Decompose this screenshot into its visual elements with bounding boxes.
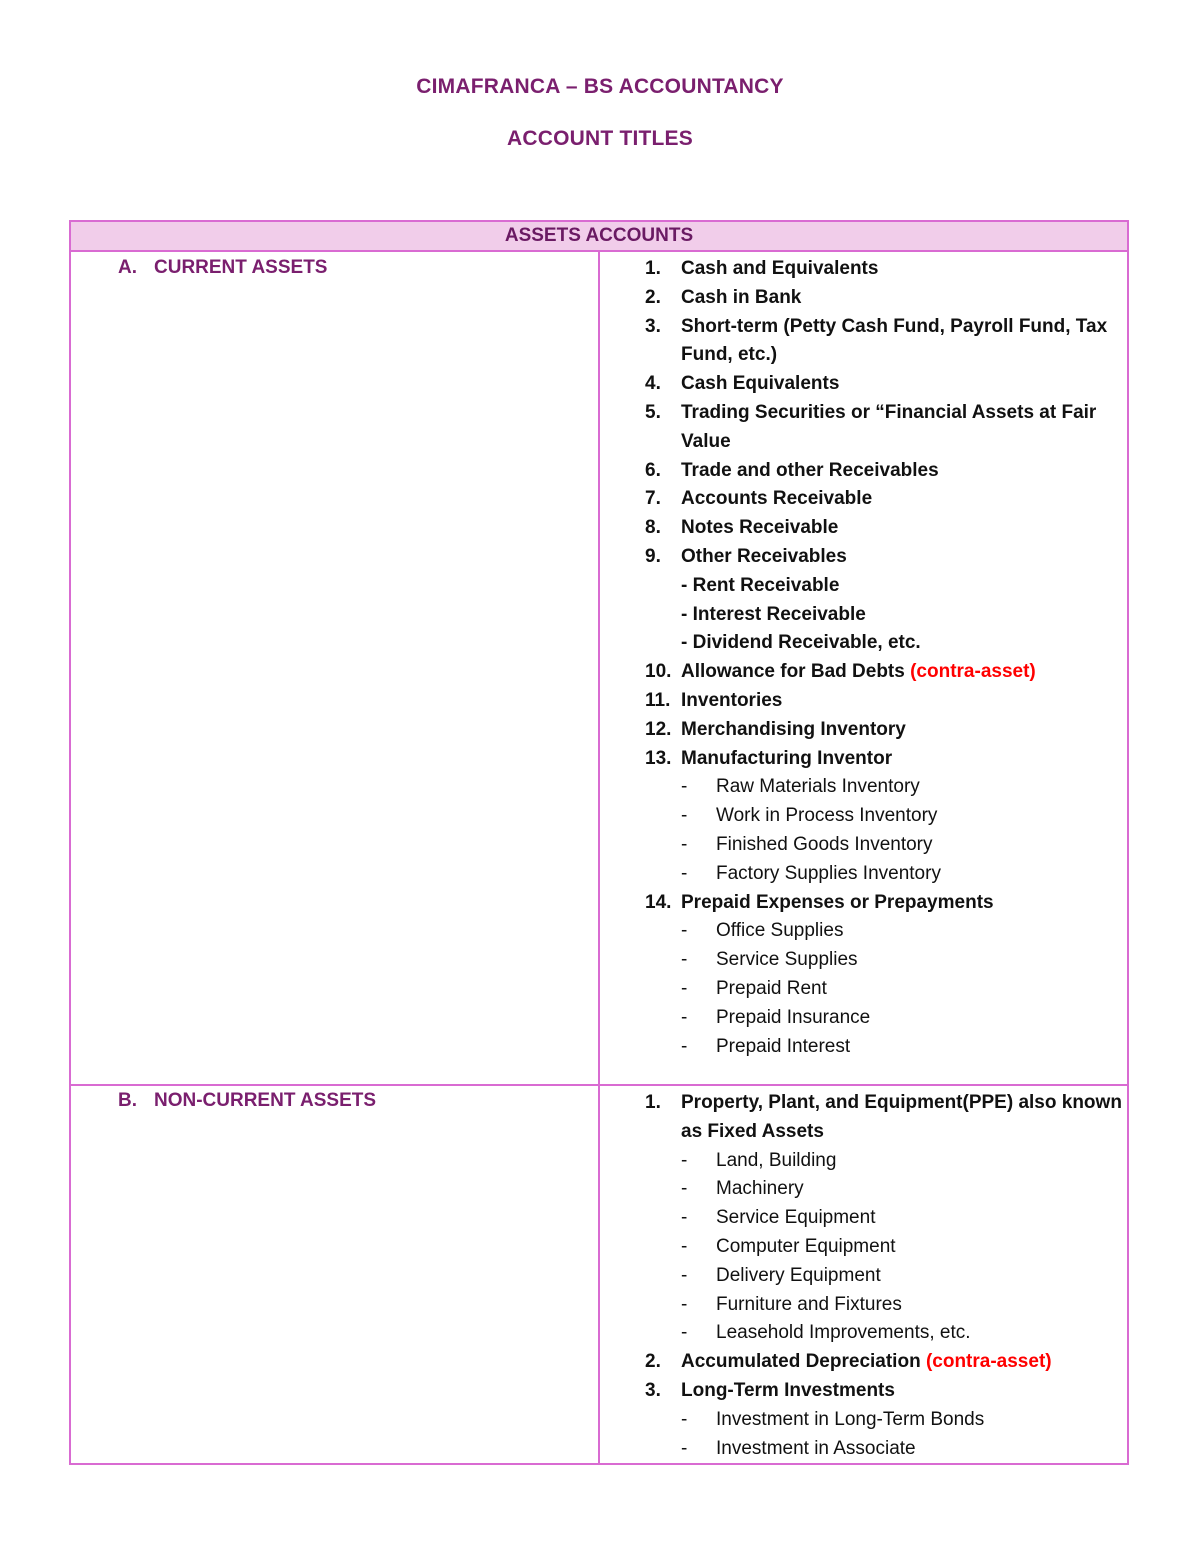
item-label: Cash in Bank <box>681 286 802 308</box>
sub-item <box>600 1175 1127 1204</box>
sub-item-text: Land, Building <box>716 1149 837 1171</box>
item-number: 3. <box>645 315 661 337</box>
dash-bullet: - <box>681 949 688 971</box>
item-label: Trading Securities or “Financial Assets at Fair Value <box>681 401 1097 452</box>
item-number: 2. <box>645 1351 661 1373</box>
dash-bullet: - <box>681 862 688 884</box>
sub-item-text: Delivery Equipment <box>716 1264 881 1286</box>
item-text <box>681 543 1127 572</box>
sub-item <box>600 1262 1127 1291</box>
sub-item-text: Computer Equipment <box>716 1235 896 1257</box>
current-assets-row <box>70 251 1128 1085</box>
item-number: 1. <box>645 258 661 279</box>
dash-bullet: - <box>681 833 688 855</box>
sub-item <box>600 1319 1127 1348</box>
dash-bullet: - <box>681 920 688 942</box>
item-label: Notes Receivable <box>681 517 839 539</box>
list-item <box>600 284 1127 313</box>
item-label: Cash Equivalents <box>681 373 840 395</box>
item-number: 14. <box>645 891 672 913</box>
noncurrent-assets-row <box>70 1085 1128 1464</box>
sub-item-text: Prepaid Insurance <box>716 1006 871 1028</box>
sub-item-text: Finished Goods Inventory <box>716 833 933 855</box>
item-label: Inventories <box>681 689 783 711</box>
item-number: 1. <box>645 1092 661 1113</box>
item-text <box>681 889 1127 918</box>
list-item <box>600 399 1127 457</box>
sub-item <box>600 831 1127 860</box>
current-assets-category <box>70 251 599 1085</box>
item-label: Merchandising Inventory <box>681 718 906 740</box>
item-text <box>681 485 1127 514</box>
item-text <box>681 687 1127 716</box>
sub-item-text: Prepaid Interest <box>716 1035 851 1057</box>
sub-item: - Interest Receivable <box>681 603 866 625</box>
sub-item-text: Work in Process Inventory <box>716 805 938 827</box>
item-number: 2. <box>645 286 661 308</box>
item-label: Allowance for Bad Debts <box>681 661 911 683</box>
dash-bullet: - <box>681 1408 688 1430</box>
item-number: 12. <box>645 718 672 740</box>
item-number: 10. <box>645 661 672 683</box>
document-title: CIMAFRANCA – BS ACCOUNTANCY <box>416 75 784 98</box>
sub-item <box>600 1435 1127 1464</box>
sub-item-text: Factory Supplies Inventory <box>716 862 941 884</box>
sub-item: - Dividend Receivable, etc. <box>681 632 921 654</box>
item-label: Prepaid Expenses or Prepayments <box>681 891 994 913</box>
sub-item-text: Prepaid Rent <box>716 977 827 999</box>
current-assets-items <box>599 251 1128 1085</box>
list-item <box>600 1348 1127 1377</box>
sub-item <box>600 946 1127 975</box>
noncurrent-assets-items <box>599 1085 1128 1464</box>
sub-item-text: Investment in Associate <box>716 1437 916 1459</box>
sub-item <box>600 1004 1127 1033</box>
item-text <box>681 1377 1127 1406</box>
dash-bullet: - <box>681 1006 688 1028</box>
sub-item <box>600 860 1127 889</box>
item-number: 13. <box>645 747 672 769</box>
sub-item-text: Machinery <box>716 1178 804 1200</box>
sub-item <box>600 1147 1127 1176</box>
list-item <box>600 1377 1127 1406</box>
dash-bullet: - <box>681 805 688 827</box>
sub-item-text: Service Supplies <box>716 949 858 971</box>
sub-item <box>600 917 1127 946</box>
contra-asset-note: (contra-asset) <box>925 1351 1052 1373</box>
sub-item: - Rent Receivable <box>681 574 840 596</box>
list-item <box>600 1089 1127 1147</box>
item-number: 3. <box>645 1379 661 1401</box>
item-number: 4. <box>645 373 661 395</box>
sub-item-text: Leasehold Improvements, etc. <box>716 1322 971 1344</box>
list-item <box>600 889 1127 918</box>
list-item <box>600 514 1127 543</box>
item-number: 6. <box>645 459 661 481</box>
dash-bullet: - <box>681 1437 688 1459</box>
category-letter: B. <box>118 1090 137 1111</box>
item-text <box>681 1089 1127 1147</box>
sub-item <box>600 802 1127 831</box>
dash-bullet: - <box>681 1207 688 1229</box>
item-number: 11. <box>645 689 671 711</box>
noncurrent-assets-category <box>70 1085 599 1464</box>
list-item <box>600 370 1127 399</box>
list-item <box>600 485 1127 514</box>
band-row <box>70 221 1128 251</box>
item-label: Manufacturing Inventor <box>681 747 893 769</box>
sub-item <box>600 1204 1127 1233</box>
item-label: Long-Term Investments <box>681 1379 895 1401</box>
document-subtitle: ACCOUNT TITLES <box>507 127 693 150</box>
dash-bullet: - <box>681 776 688 798</box>
item-label: Short-term (Petty Cash Fund, Payroll Fund, Tax Fund, etc.) <box>681 315 1108 366</box>
list-item <box>600 313 1127 371</box>
item-number: 9. <box>645 545 661 567</box>
item-text <box>681 313 1127 371</box>
assets-accounts-table <box>69 220 1129 1465</box>
item-text <box>681 716 1127 745</box>
noncurrent-assets-list <box>600 1086 1127 1463</box>
item-text <box>681 514 1127 543</box>
list-item <box>600 745 1127 774</box>
sub-item <box>600 1233 1127 1262</box>
sub-item <box>600 1291 1127 1320</box>
list-item <box>600 658 1127 687</box>
dash-bullet: - <box>681 1149 688 1171</box>
dash-bullet: - <box>681 1264 688 1286</box>
dash-bullet: - <box>681 1235 688 1257</box>
list-item <box>600 687 1127 716</box>
dash-bullet: - <box>681 1178 688 1200</box>
item-label: Other Receivables <box>681 545 847 567</box>
category-title: NON-CURRENT ASSETS <box>154 1090 377 1111</box>
sub-item-text: Service Equipment <box>716 1207 876 1229</box>
sub-item-text: Raw Materials Inventory <box>716 776 920 798</box>
sub-item <box>600 1033 1127 1062</box>
category-title: CURRENT ASSETS <box>154 257 328 278</box>
sub-item <box>600 1406 1127 1435</box>
item-text <box>681 745 1127 774</box>
current-assets-list <box>600 252 1127 1061</box>
item-number: 5. <box>645 401 661 423</box>
dash-bullet: - <box>681 1322 688 1344</box>
item-text <box>681 284 1127 313</box>
item-text <box>681 658 1127 687</box>
dash-bullet: - <box>681 1293 688 1315</box>
sub-item-text: Furniture and Fixtures <box>716 1293 902 1315</box>
item-label: Accounts Receivable <box>681 488 873 510</box>
item-text <box>681 255 1127 284</box>
item-number: 7. <box>645 488 661 510</box>
list-item <box>600 255 1127 284</box>
dash-bullet: - <box>681 977 688 999</box>
item-label: Accumulated Depreciation <box>681 1351 926 1373</box>
current-assets-label <box>71 252 598 280</box>
dash-bullet: - <box>681 1035 688 1057</box>
item-text <box>681 370 1127 399</box>
sub-item-text: Office Supplies <box>716 920 844 942</box>
item-text <box>681 457 1127 486</box>
item-text <box>681 399 1127 457</box>
noncurrent-assets-label <box>71 1086 598 1113</box>
list-item <box>600 457 1127 486</box>
item-number: 8. <box>645 517 661 539</box>
sub-item <box>600 975 1127 1004</box>
item-label: Cash and Equivalents <box>681 258 879 279</box>
list-item <box>600 716 1127 745</box>
table-band-header: ASSETS ACCOUNTS <box>70 221 1128 251</box>
contra-asset-note: (contra-asset) <box>910 661 1036 683</box>
item-text <box>681 1348 1127 1377</box>
sub-item-text: Investment in Long-Term Bonds <box>716 1408 985 1430</box>
item-label: Trade and other Receivables <box>681 459 939 481</box>
item-label: Property, Plant, and Equipment(PPE) also known as Fixed Assets <box>681 1092 1122 1142</box>
category-letter: A. <box>118 257 137 278</box>
sub-item <box>600 773 1127 802</box>
list-item <box>600 543 1127 572</box>
